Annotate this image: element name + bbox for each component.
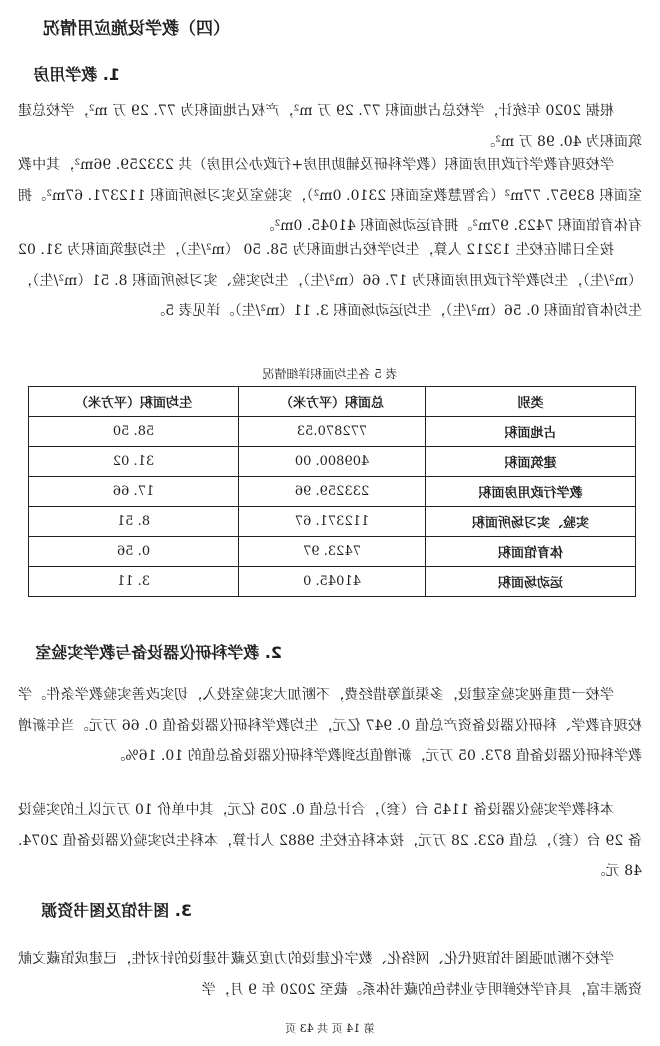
table-caption: 表 5 各生均面积详细情况 [262, 367, 398, 381]
table-row [29, 447, 636, 477]
cell-per-student: 8. 51 [29, 507, 239, 537]
cell-category: 建筑面积 [425, 447, 635, 477]
table-row [29, 417, 636, 447]
cell-category: 教学行政用房面积 [425, 477, 635, 507]
section-title: （四）教学设施应用情况 [43, 19, 230, 39]
heading-library: 3. 图书馆及图书资源 [41, 901, 192, 920]
header-total-area: 总面积（平方米） [239, 387, 426, 417]
cell-category: 实验、实习场所面积 [425, 507, 635, 537]
cell-category: 体育馆面积 [425, 537, 635, 567]
paragraph-land-area: 根据 2020 年统计，学校总占地面积 77. 29 万 m²，产权占地面积为 77. 29 万 m²，学校总建筑面积为 40. 98 万 m²。 [18, 103, 642, 150]
cell-per-student: 31. 02 [29, 447, 239, 477]
paragraph-equipment-value: 学校一贯重视实验室建设，多渠道筹措经费，不断加大实验室投入，切实改善实验教学条件。学校现有教学、科研仪器设备资产总值 0. 947 亿元，生均教学科研仪器设备值 0. 66 万元。当年新增教学科研仪器设备值 873. 05 万元，新增值达到教学科研仪器设备总值的 10. 16%。 [18, 687, 642, 764]
paragraph-room-area: 学校现有教学行政用房面积（教学科研及辅助用房+行政办公用房）共 233259. 96m²，其中教室面积 83957. 77m²（含智慧教室面积 2310. 0m²），实验室及实习场所面积 112371. 67m²。拥有体育馆面积 7423. 97m²。拥有运动场面积 41045. 0m²。 [18, 157, 642, 234]
cell-per-student: 0. 56 [29, 537, 239, 567]
heading-equipment-labs: 2. 教学科研仪器设备与教学实验室 [35, 643, 282, 662]
cell-total: 7423. 97 [239, 537, 426, 567]
cell-per-student: 58. 50 [29, 417, 239, 447]
table-row [29, 477, 636, 507]
per-student-area-table [28, 386, 636, 597]
heading-teaching-rooms: 1. 教学用房 [33, 65, 120, 84]
cell-total: 41045. 0 [239, 567, 426, 597]
cell-total: 233259. 96 [239, 477, 426, 507]
cell-total: 409800. 00 [239, 447, 426, 477]
cell-total: 112371. 67 [239, 507, 426, 537]
paragraph-per-student-area: 按全日制在校生 13212 人算，生均学校占地面积为 58. 50 （m²/生），生均建筑面积为 31. 02（m²/生），生均教学行政用房面积为 17. 66（m²/生），生均实验、实习场所面积 8. 51（m²/生），生均体育馆面积 0. 56（m²/生），生均运动场面积 3. 11（m²/生）。详见表 5。 [18, 242, 642, 319]
cell-per-student: 3. 11 [29, 567, 239, 597]
header-category: 类别 [425, 387, 635, 417]
cell-per-student: 17. 66 [29, 477, 239, 507]
table-header-row [29, 387, 636, 417]
cell-category: 运动场面积 [425, 567, 635, 597]
table-row [29, 507, 636, 537]
table-row [29, 537, 636, 567]
cell-total: 772870.53 [239, 417, 426, 447]
paragraph-lab-equipment: 本科教学实验仪器设备 1145 台（套），合计总值 0. 205 亿元，其中单价 10 万元以上的实验设备 29 台（套），总值 623. 28 万元，按本科在校生 9882 人计算，本科生均实验仪器设备值 2074. 48 元。 [18, 802, 642, 879]
cell-category: 占地面积 [425, 417, 635, 447]
table-row [29, 567, 636, 597]
paragraph-library: 学校不断加强图书馆现代化、网络化、数字化建设的力度及藏书建设的针对性，已建成馆藏文献资源丰富，具有学校鲜明专业特色的藏书体系。截至 2020 年 9 月，学 [18, 951, 642, 998]
page-footer: 第 14 页 共 43 页 [285, 1022, 375, 1035]
header-per-student-area: 生均面积（平方米） [29, 387, 239, 417]
